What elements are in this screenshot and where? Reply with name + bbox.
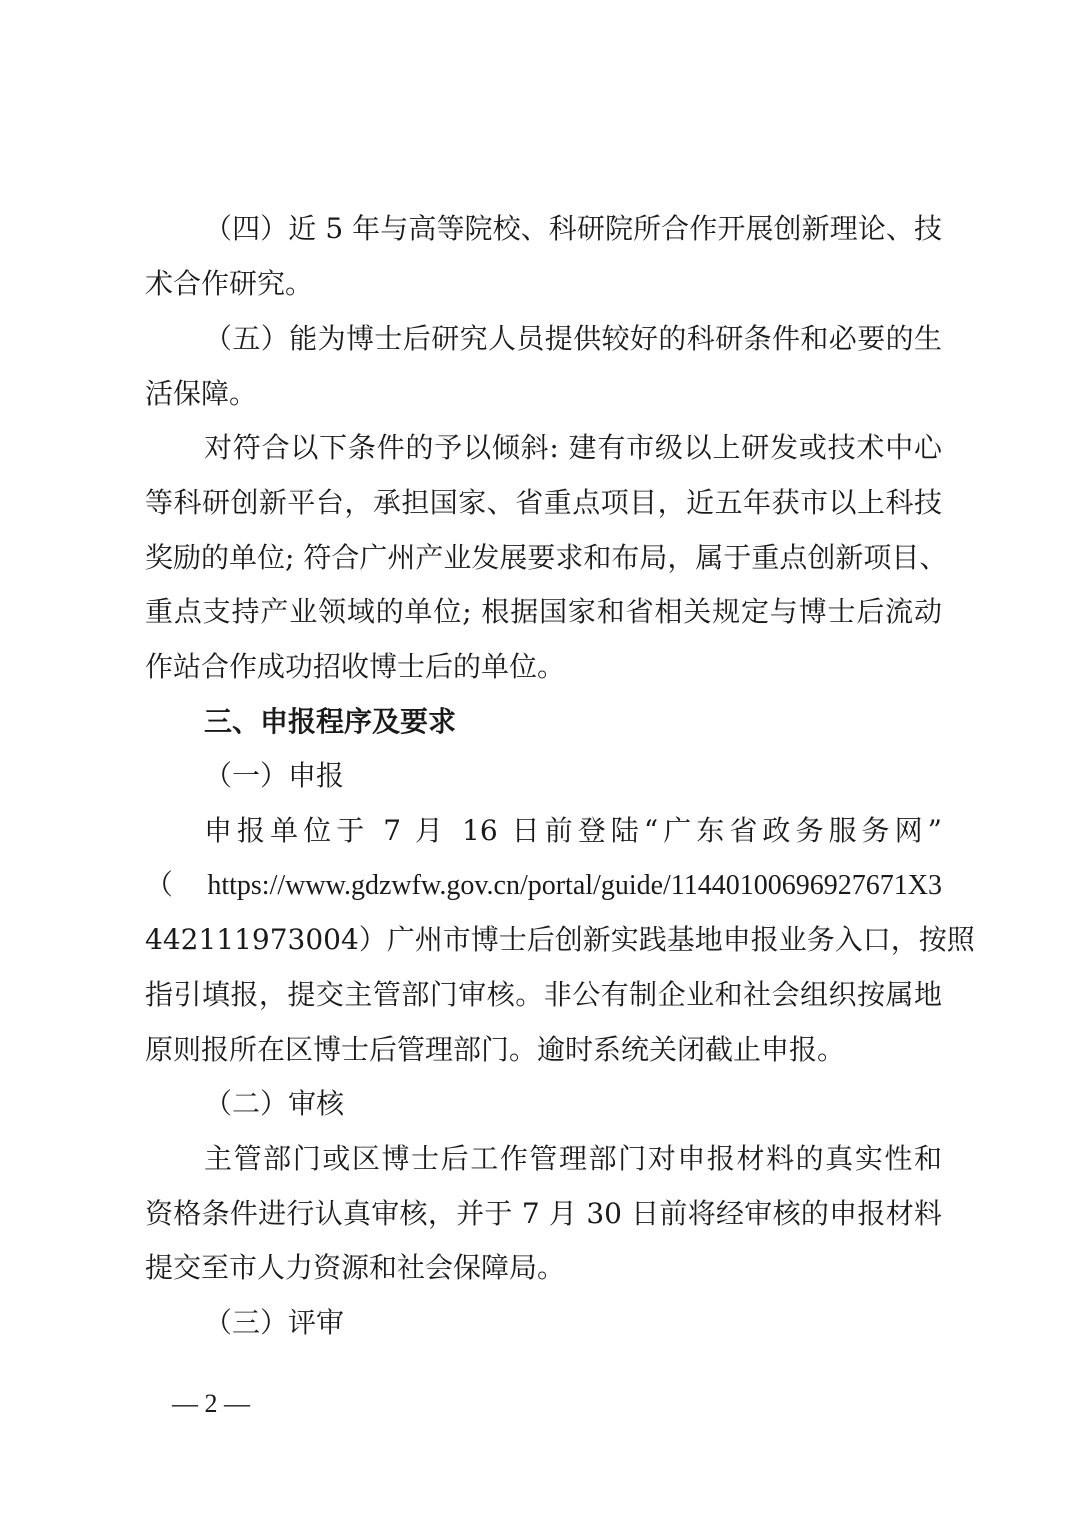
preference-paragraph-line-2: 等科研创新平台，承担国家、省重点项目，近五年获市以上科技 xyxy=(145,486,942,519)
item-five-line-2: 活保障。 xyxy=(145,377,258,410)
application-paragraph-line-5: 原则报所在区博士后管理部门。逾时系统关闭截止申报。 xyxy=(145,1033,846,1066)
item-five-line-1: （五）能为博士后研究人员提供较好的科研条件和必要的生 xyxy=(204,322,942,355)
application-paragraph-line-2: （ https://www.gdzwfw.gov.cn/portal/guide/11440100696927671X3 xyxy=(145,870,942,901)
preference-paragraph-line-3: 奖励的单位; 符合广州产业发展要求和布局，属于重点创新项目、 xyxy=(145,541,948,574)
preference-paragraph-line-5: 作站合作成功招收博士后的单位。 xyxy=(145,650,566,683)
review-paragraph-line-1: 主管部门或区博士后工作管理部门对申报材料的真实性和 xyxy=(204,1142,942,1175)
application-paragraph-line-3: 442111973004）广州市博士后创新实践基地申报业务入口，按照 xyxy=(145,923,975,956)
item-four-line-1: （四）近 5 年与高等院校、科研院所合作开展创新理论、技 xyxy=(204,212,942,245)
subsection-evaluation-heading: （三）评审 xyxy=(204,1306,345,1339)
section-three-heading: 三、申报程序及要求 xyxy=(204,705,457,738)
subsection-application-heading: （一）申报 xyxy=(204,759,345,792)
application-paragraph-line-1: 申报单位于 7 月 16 日前登陆“广东省政务服务网” xyxy=(204,814,942,847)
review-paragraph-line-2: 资格条件进行认真审核，并于 7 月 30 日前将经审核的申报材料 xyxy=(145,1197,942,1230)
preference-paragraph-line-1: 对符合以下条件的予以倾斜: 建有市级以上研发或技术中心 xyxy=(204,431,942,464)
review-paragraph-line-3: 提交至市人力资源和社会保障局。 xyxy=(145,1251,566,1284)
page-number: — 2 — xyxy=(172,1389,250,1418)
item-four-line-2: 术合作研究。 xyxy=(145,267,314,300)
subsection-review-heading: （二）审核 xyxy=(204,1087,345,1120)
application-paragraph-line-4: 指引填报，提交主管部门审核。非公有制企业和社会组织按属地 xyxy=(145,978,942,1011)
preference-paragraph-line-4: 重点支持产业领域的单位; 根据国家和省相关规定与博士后流动 xyxy=(145,595,942,628)
